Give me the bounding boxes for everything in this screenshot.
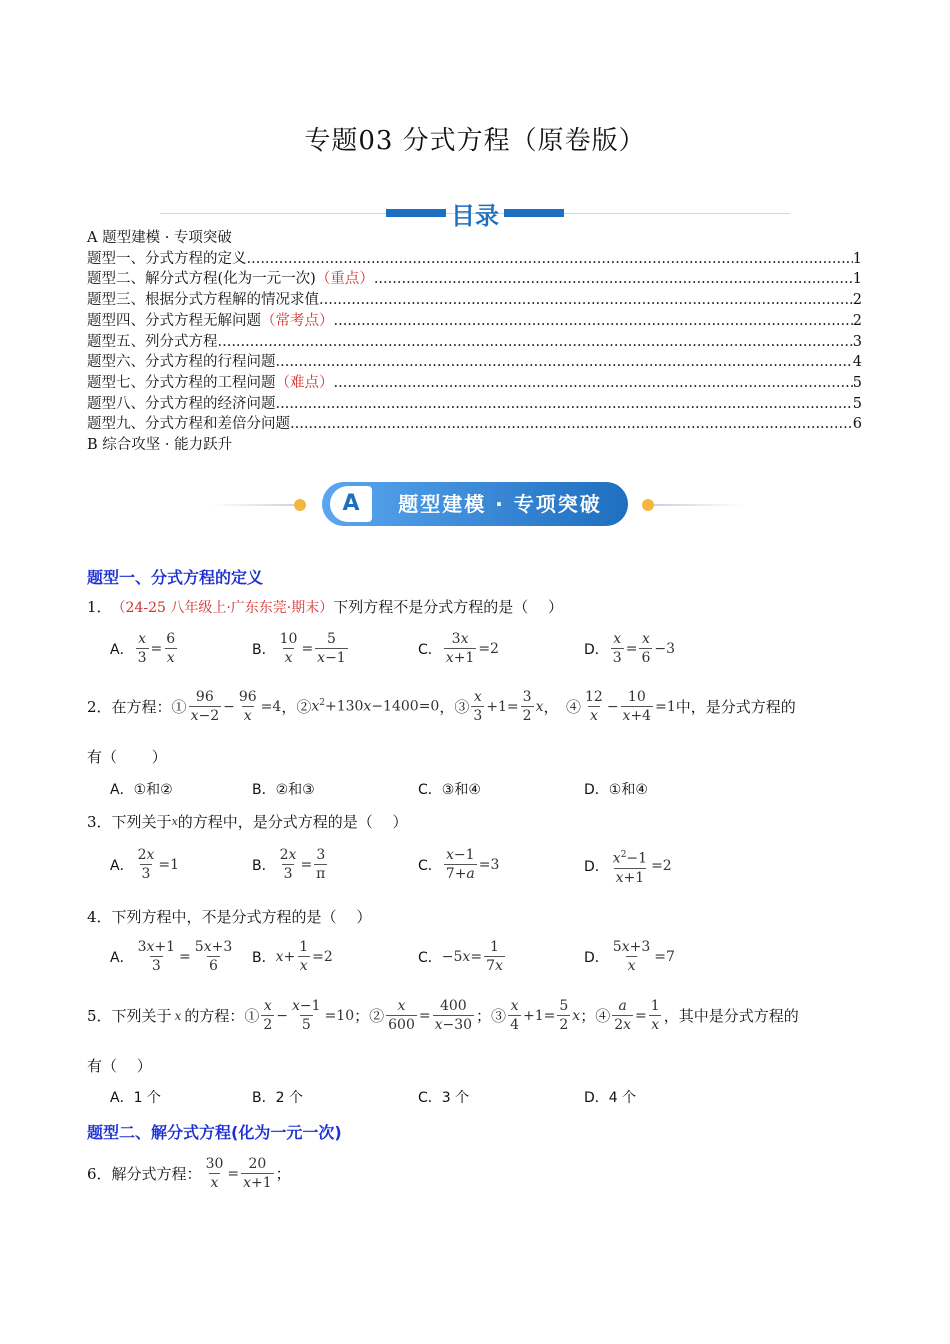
section-heading-1: 题型一、分式方程的定义 — [87, 568, 264, 587]
q2-text-cont: 有（ ） — [87, 748, 167, 766]
q1-option-d[interactable]: D． $\frac{x}{3}$ = $\frac{x}{6}$ −3 — [584, 631, 675, 666]
q2-option-b[interactable]: B．②和③ — [252, 782, 315, 798]
q3-option-a[interactable]: A． $\frac{2x}{3}$ =1 — [110, 847, 180, 882]
q5-option-a[interactable]: A．1 个 — [110, 1090, 161, 1106]
toc-item[interactable]: 题型八、分式方程的经济问题 ..... 5 — [87, 394, 862, 415]
q1-option-b[interactable]: B． $\frac{10}{x}$ = $\frac{5}{x-1}$ — [252, 631, 346, 666]
toc-item[interactable]: 题型一、分式方程的定义 ..... 1 — [87, 249, 862, 270]
question-5: 5． 下列关于 x 的方程：① $\frac{x}{2}$ − $\frac{x-1}{5}$ =10 ；② $\frac{x}{600}$ = $\frac{400}{x-30}$ ；③ $\frac{x}{4}$ +1= $\frac{5}{2}$ x ；④ $\frac{a}{2x}$ = $\frac{1}{x}$ ，其中是分式方程的 — [87, 998, 799, 1033]
q4-option-a[interactable]: A． $\frac{3x+1}{3}$ = $\frac{5x+3}{6}$ — [110, 939, 233, 974]
toc-part-a[interactable]: A 题型建模 · 专项突破 — [87, 230, 232, 246]
toc-item[interactable]: 题型三、根据分式方程解的情况求值 ..... 2 — [87, 290, 862, 311]
banner-dot-right — [642, 499, 654, 511]
toc-item[interactable]: 题型二、解分式方程(化为一元一次) （重点） ..... 1 — [87, 269, 862, 290]
q4-option-b[interactable]: B． x + $\frac{1}{x}$ =2 — [252, 939, 333, 974]
question-6: 6． 解分式方程： $\frac{30}{x}$ = $\frac{20}{x+1}$ ； — [87, 1156, 291, 1191]
q1-option-c[interactable]: C． $\frac{3x}{x+1}$ =2 — [418, 631, 499, 666]
toc-item[interactable]: 题型五、列分式方程 ..... 3 — [87, 332, 862, 353]
page-title: 专题03 分式方程（原卷版） — [304, 126, 646, 156]
toc-item[interactable]: 题型九、分式方程和差倍分问题 ..... 6 — [87, 414, 862, 435]
q1-option-a[interactable]: A． $\frac{x}{3}$ = $\frac{6}{x}$ — [110, 631, 176, 666]
question-3: 3． 下列关于 x 的方程中，是分式方程的是（ ） — [87, 813, 408, 831]
toc-item[interactable]: 题型四、分式方程无解问题 （常考点） ..... 2 — [87, 311, 862, 332]
q3-option-d[interactable]: D． $\frac{x^2-1}{x+1}$ =2 — [584, 850, 672, 886]
q5-text-cont: 有（ ） — [87, 1057, 152, 1075]
section-heading-2: 题型二、解分式方程(化为一元一次) — [87, 1123, 342, 1142]
question-2: 2． 在方程：① $\frac{96}{x-2}$ − $\frac{96}{x}$ =4 ，② $x^2+130x-1400=0$ ，③ $\frac{x}{3}$ +1= $\frac{3}{2}$ x ， ④ $\frac{12}{x}$ − $\frac{10}{x+4}$ =1 中，是分式方程的 — [87, 689, 796, 724]
table-of-contents — [87, 228, 862, 456]
toc-item[interactable]: 题型六、分式方程的行程问题 ..... 4 — [87, 352, 862, 373]
q5-option-c[interactable]: C．3 个 — [418, 1090, 470, 1106]
toc-part-b[interactable]: B 综合攻坚 · 能力跃升 — [87, 437, 233, 454]
q1-number: 1． — [87, 598, 112, 616]
q5-option-d[interactable]: D．4 个 — [584, 1090, 637, 1106]
q3-option-c[interactable]: C． $\frac{x-1}{7+a}$ =3 — [418, 847, 500, 882]
q4-option-c[interactable]: C． −5 x = $\frac{1}{7x}$ — [418, 939, 503, 974]
question-1 — [87, 596, 563, 617]
banner-text: 题型建模 · 专项突破 — [398, 492, 602, 516]
q3-option-b[interactable]: B． $\frac{2x}{3}$ = $\frac{3}{\pi}$ — [252, 847, 326, 882]
toc-header — [0, 196, 950, 230]
banner-dot-left — [294, 499, 306, 511]
q1-source: （24-25 八年级上·广东东莞·期末） — [111, 599, 334, 616]
toc-heading: 目录 — [451, 201, 499, 230]
section-banner — [0, 480, 950, 528]
q4-option-d[interactable]: D． $\frac{5x+3}{x}$ =7 — [584, 939, 675, 974]
q5-option-b[interactable]: B．2 个 — [252, 1090, 303, 1106]
toc-item[interactable]: 题型七、分式方程的工程问题 （难点） ..... 5 — [87, 373, 862, 394]
q2-option-d[interactable]: D．①和④ — [584, 782, 648, 798]
banner-letter: A — [330, 486, 372, 522]
q1-text: 下列方程不是分式方程的是（ ） — [333, 598, 564, 616]
question-4: 4． 下列方程中，不是分式方程的是（ ） — [87, 908, 372, 926]
q2-option-a[interactable]: A．①和② — [110, 782, 173, 798]
q2-option-c[interactable]: C．③和④ — [418, 782, 481, 798]
